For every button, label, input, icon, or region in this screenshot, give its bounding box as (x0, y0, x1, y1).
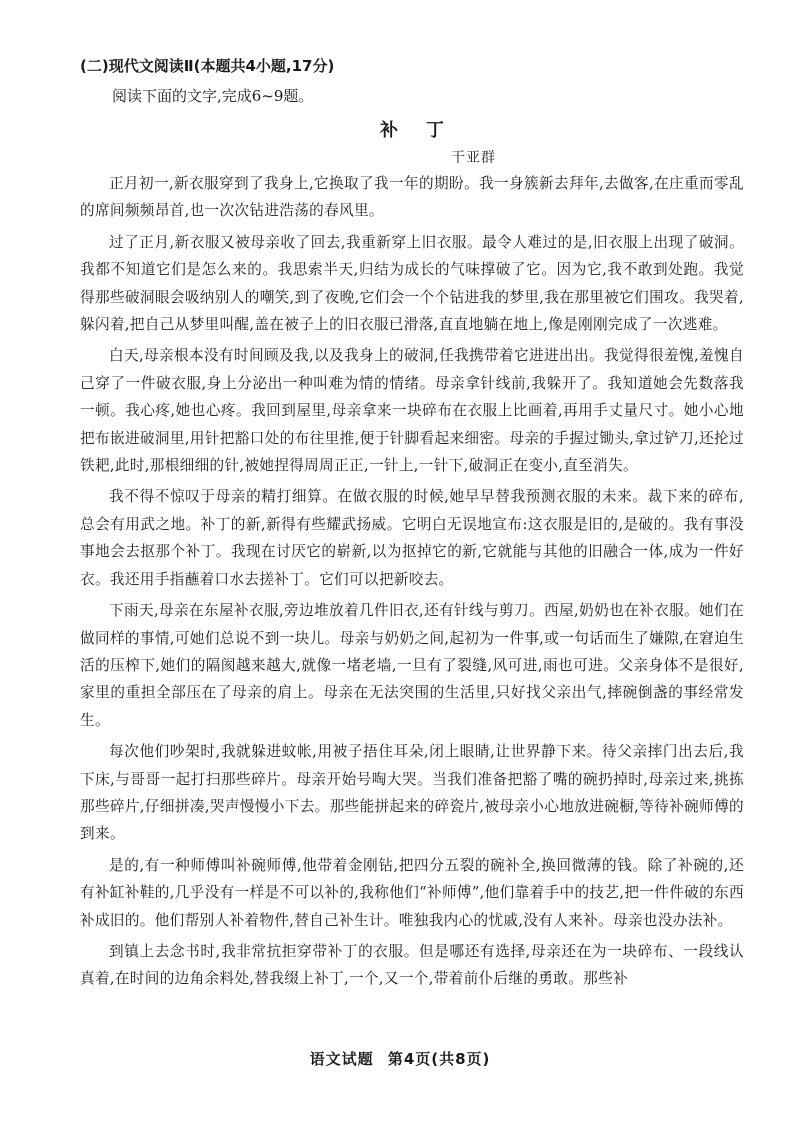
paragraph-5: 下雨天,母亲在东屋补衣服,旁边堆放着几件旧衣,还有针线与剪刀。西屋,奶奶也在补衣服。她们在做同样的事情,可她们总说不到一块儿。母亲与奶奶之间,起初为一件事,或一句话而生了嫌隙,在窘迫生活的压榨下,她们的隔阂越来越大,就像一堵老墙,一旦有了裂缝,风可进,雨也可进。父亲身体不是很好,家里的重担全部压在了母亲的肩上。母亲在无法突围的生活里,只好找父亲出气,摔碗倒盏的事经常发生。 (80, 602, 744, 729)
instruction-text: 阅读下面的文字,完成6~9题。 (112, 87, 314, 105)
paragraph-1: 正月初一,新衣服穿到了我身上,它换取了我一年的期盼。我一身簇新去拜年,去做客,在庄重而零乱的席间频频昂首,也一次次钻进浩荡的春风里。 (80, 175, 744, 220)
paragraph-2: 过了正月,新衣服又被母亲收了回去,我重新穿上旧衣服。最令人难过的是,旧衣服上出现了破洞。我都不知道它们是怎么来的。我思索半天,归结为成长的气味撑破了它。因为它,我不敢到处跑。我觉得那些破洞眼会吸纳别人的嘲笑,到了夜晚,它们会一个个钻进我的梦里,我在那里被它们围攻。我哭着,躲闪着,把自己从梦里叫醒,盖在被子上的旧衣服已滑落,直直地躺在地上,像是刚刚完成了一次逃难。 (80, 233, 744, 334)
paragraph-6: 每次他们吵架时,我就躲进蚊帐,用被子捂住耳朵,闭上眼睛,让世界静下来。待父亲摔门出去后,我下床,与哥哥一起打扫那些碎片。母亲开始号啕大哭。当我们准备把豁了嘴的碗扔掉时,母亲过来,挑拣那些碎片,仔细拼凑,哭声慢慢小下去。那些能拼起来的碎瓷片,被母亲小心地放进碗橱,等待补碗师傅的到来。 (80, 743, 744, 843)
page-footer (0, 1048, 800, 1069)
footer-page-number: 第4页(共8页) (387, 1050, 491, 1068)
article-author: 干亚群 (451, 150, 496, 166)
section-header: (二)现代文阅读Ⅱ(本题共4小题,17分) (80, 57, 335, 75)
article-body (80, 170, 744, 993)
paragraph-7: 是的,有一种师傅叫补碗师傅,他带着金刚钻,把四分五裂的碗补全,换回微薄的钱。除了补碗的,还有补缸补鞋的,几乎没有一样是不可以补的,我称他们“补师傅”,他们靠着手中的技艺,把一件件破的东西补成旧的。他们帮别人补着物件,替自己补生计。唯独我内心的忧戚,没有人来补。母亲也没办法补。 (80, 856, 744, 929)
footer-subject: 语文试题 (309, 1050, 374, 1068)
paragraph-4: 我不得不惊叹于母亲的精打细算。在做衣服的时候,她早早替我预测衣服的未来。裁下来的碎布,总会有用武之地。补丁的新,新得有些耀武扬威。它明白无误地宣布:这衣服是旧的,是破的。我有事没事地会去抠那个补丁。我现在讨厌它的崭新,以为抠掉它的新,它就能与其他的旧融合一体,成为一件好衣。我还用手指蘸着口水去搓补丁。它们可以把新咬去。 (80, 488, 744, 588)
paragraph-3: 白天,母亲根本没有时间顾及我,以及我身上的破洞,任我携带着它进进出出。我觉得很羞愧,羞愧自己穿了一件破衣服,身上分泌出一种叫难为情的情绪。母亲拿针线前,我躲开了。我知道她会先数落我一顿。我心疼,她也心疼。我回到屋里,母亲拿来一块碎布在衣服上比画着,再用手丈量尺寸。她小心地把布嵌进破洞里,用针把豁口处的布往里推,便于针脚看起来细密。母亲的手握过锄头,拿过铲刀,还抡过铁耙,此时,那根细细的针,被她捏得周周正正,一针上,一针下,破洞正在变小,直至消失。 (80, 347, 744, 475)
paragraph-8: 到镇上去念书时,我非常抗拒穿带补丁的衣服。但是哪还有选择,母亲还在为一块碎布、一段线认真着,在时间的边角余料处,替我缀上补丁,一个,又一个,带着前仆后继的勇敢。那些补 (80, 942, 744, 988)
article-title: 补丁 (380, 120, 472, 141)
